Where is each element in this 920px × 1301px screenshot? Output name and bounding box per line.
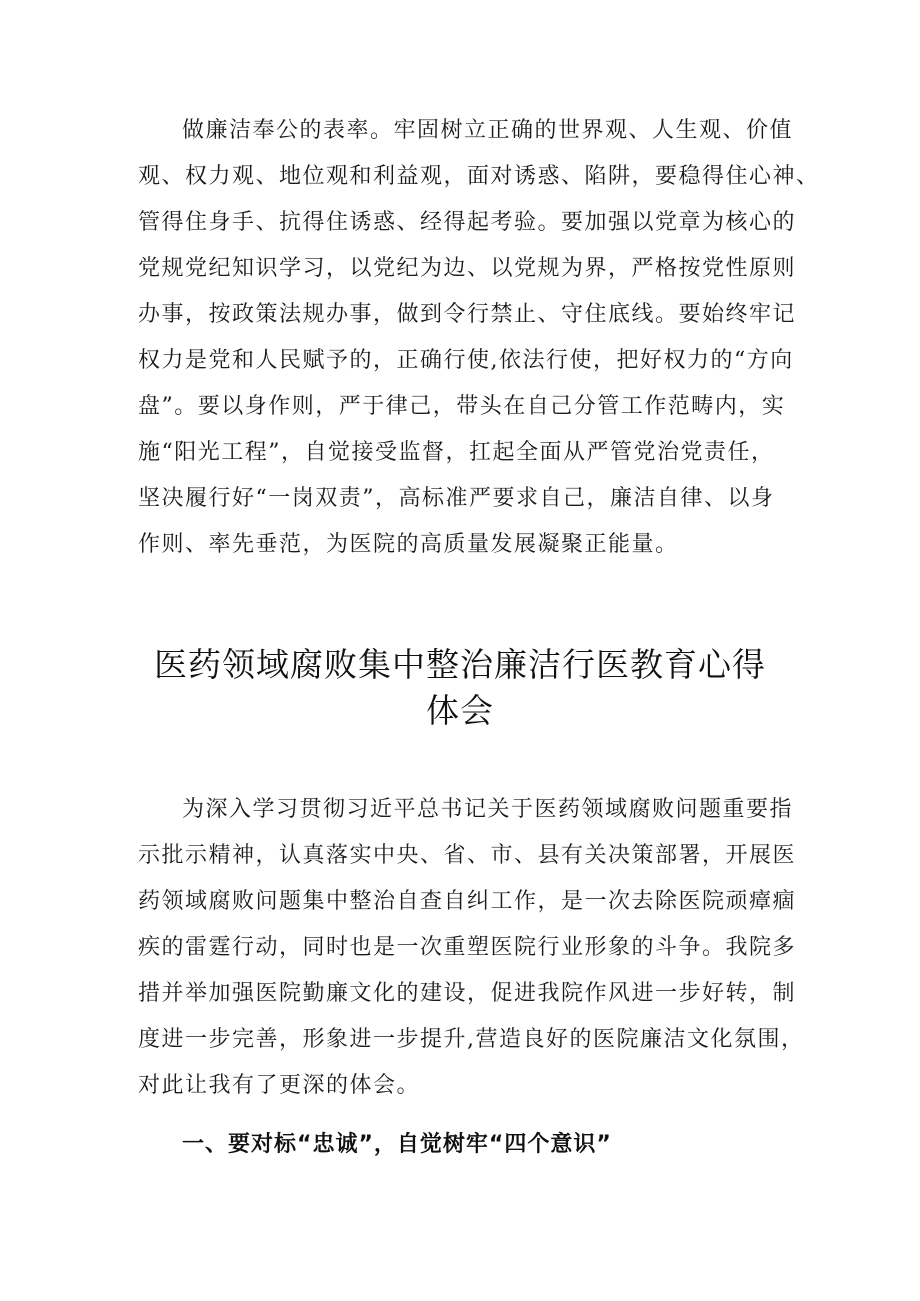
paragraph-line: 管得住身手、抗得住诱惑、经得起考验。要加强以党章为核心的 [138, 210, 797, 235]
section-heading: 一、要对标“忠诚”，自觉树牢“四个意识” [182, 1132, 612, 1157]
paragraph-line: 盘”。要以身作则，严于律己，带头在自己分管工作范畴内，实 [138, 394, 786, 419]
paragraph-line: 施“阳光工程”，自觉接受监督，扛起全面从严管党治党责任， [138, 440, 775, 465]
article-title [60, 642, 860, 734]
paragraph-line: 示批示精神，认真落实中央、省、市、县有关决策部署，开展医 [138, 843, 797, 868]
body-paragraph-1 [138, 108, 820, 568]
paragraph-line: 对此让我有了更深的体会。 [138, 1073, 421, 1098]
paragraph-line: 坚决履行好“一岗双责”，高标准严要求自己，廉洁自律、以身 [138, 486, 775, 511]
paragraph-line: 为深入学习贯彻习近平总书记关于医药领域腐败问题重要指 [182, 797, 794, 822]
paragraph-line: 做廉洁奉公的表率。牢固树立正确的世界观、人生观、价值 [182, 118, 794, 143]
paragraph-line: 作则、率先垂范，为医院的高质量发展凝聚正能量。 [138, 532, 679, 557]
article-title-line-2: 体会 [426, 691, 494, 730]
body-paragraph-2 [138, 787, 805, 1109]
article-title-line-1: 医药领域腐败集中整治廉洁行医教育心得 [154, 645, 766, 684]
paragraph-line: 办事，按政策法规办事，做到令行禁止、守住底线。要始终牢记 [138, 302, 797, 327]
paragraph-line: 观、权力观、地位观和利益观，面对诱惑、陷阱，要稳得住心神、 [138, 164, 820, 189]
paragraph-line: 疾的雷霆行动，同时也是一次重塑医院行业形象的斗争。我院多 [138, 935, 797, 960]
paragraph-line: 措并举加强医院勤廉文化的建设，促进我院作风进一步好转，制 [138, 981, 797, 1006]
paragraph-line: 党规党纪知识学习，以党纪为边、以党规为界，严格按党性原则 [138, 256, 797, 281]
paragraph-line: 度进一步完善，形象进一步提升,营造良好的医院廉洁文化氛围， [138, 1027, 805, 1052]
paragraph-line: 药领域腐败问题集中整治自查自纠工作，是一次去除医院顽瘴痼 [138, 889, 797, 914]
paragraph-line: 权力是党和人民赋予的，正确行使,依法行使，把好权力的“方向 [138, 348, 794, 373]
